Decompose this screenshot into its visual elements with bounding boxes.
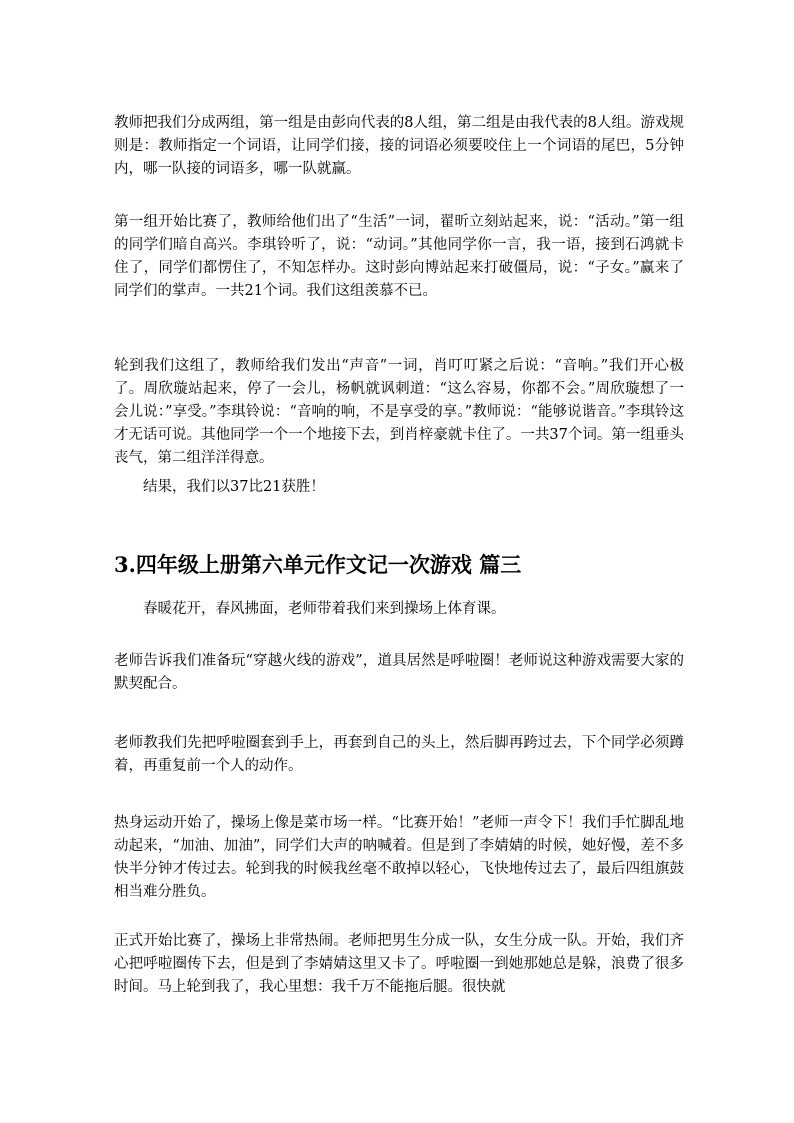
- paragraph-result: 结果，我们以37比21获胜！: [143, 479, 325, 495]
- paragraph-game-rules: 老师教我们先把呼啦圈套到手上，再套到自己的头上，然后脚再跨过去，下个同学必须蹲着，再重复前一个人的动作。: [114, 735, 684, 774]
- paragraph-group-two: 轮到我们这组了，教师给我们发出“声音”一词，肖叮叮紧之后说：“音响。”我们开心极了。周欣璇站起来，停了一会儿，杨帆就讽刺道：“这么容易，你都不会。”周欣璇想了一会儿说：”享受。”李琪铃说：“音响的响，不是享受的享。”教师说：“能够说谐音。”李琪铃这才无话可说。其他同学一个一个地接下去，到肖梓豪就卡住了。一共37个词。第一组垂头丧气，第二组洋洋得意。: [114, 358, 684, 466]
- paragraph-intro: 春暖花开，春风拂面，老师带着我们来到操场上体育课。: [143, 601, 506, 617]
- paragraph-game-intro: 老师告诉我们准备玩“穿越火线的游戏”，道具居然是呼啦圈！老师说这种游戏需要大家的默契配合。: [114, 653, 684, 692]
- section-heading: 3.四年级上册第六单元作文记一次游戏 篇三: [114, 552, 522, 577]
- paragraph-competition: 正式开始比赛了，操场上非常热闹。老师把男生分成一队，女生分成一队。开始，我们齐心把呼啦圈传下去，但是到了李婧婧这里又卡了。呼啦圈一到她那她总是躲，浪费了很多时间。马上轮到我了，我心里想：我千万不能拖后腿。很快就: [114, 933, 684, 995]
- paragraph-group-rules: 教师把我们分成两组，第一组是由彭向代表的8人组，第二组是由我代表的8人组。游戏规则是：教师指定一个词语，让同学们接，接的词语必须要咬住上一个词语的尾巴，5分钟内，哪一队接的词语多，哪一队就赢。: [114, 115, 684, 177]
- paragraph-warmup: 热身运动开始了，操场上像是菜市场一样。“比赛开始！”老师一声令下！我们手忙脚乱地动起来，“加油、加油”，同学们大声的呐喊着。但是到了李婧婧的时候，她好慢，差不多快半分钟才传过去。轮到我的时候我丝毫不敢掉以轻心，飞快地传过去了，最后四组旗鼓相当难分胜负。: [114, 815, 684, 900]
- paragraph-group-one: 第一组开始比赛了，教师给他们出了“生活”一词，翟昕立刻站起来，说：“活动。”第一组的同学们暗自高兴。李琪铃听了，说：“动词。”其他同学你一言，我一语，接到石鸿就卡住了，同学们都愣住了，不知怎样办。这时彭向博站起来打破僵局，说：“子女。”赢来了同学们的掌声。一共21个词。我们这组羡慕不已。: [114, 214, 684, 299]
